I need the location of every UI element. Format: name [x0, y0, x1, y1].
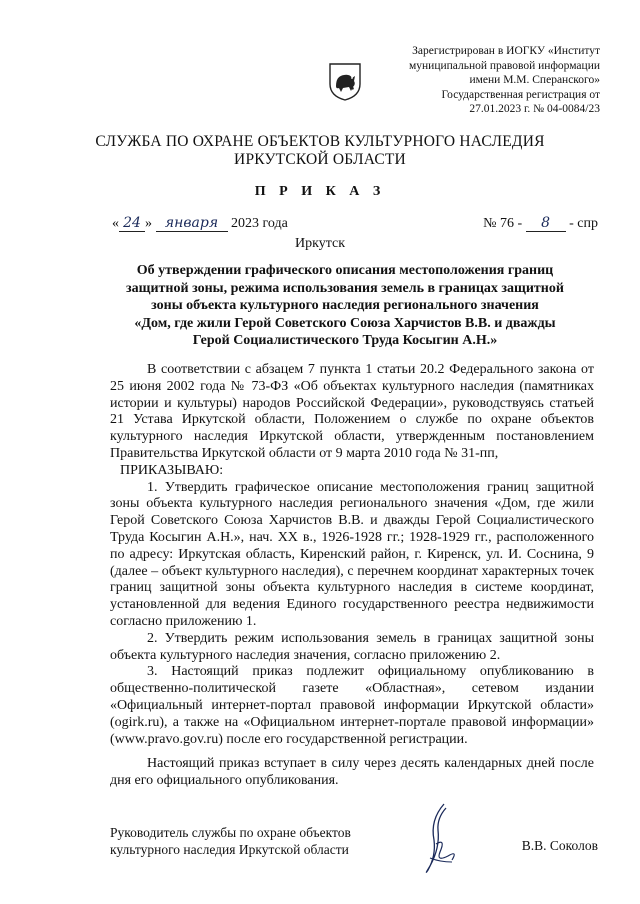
order-directive: ПРИКАЗЫВАЮ: — [120, 462, 224, 478]
registration-line: муниципальной правовой информации — [408, 59, 600, 72]
registration-stamp — [330, 44, 600, 117]
subject-line: «Дом, где жили Герой Советского Союза Харчистов В.В. и дважды — [134, 315, 556, 331]
registration-line: имени М.М. Сперанского» — [469, 74, 600, 87]
registration-line: Зарегистрирован в ИОГКУ «Институт — [412, 45, 600, 57]
order-subject — [110, 262, 580, 350]
quote-open: « — [112, 216, 119, 231]
irkutsk-coat-of-arms-icon — [328, 62, 362, 102]
closing-paragraph: Настоящий приказ вступает в силу через десять календарных дней после дня его официального опубликования. — [110, 756, 594, 789]
date-month: января — [156, 215, 228, 232]
order-date — [112, 215, 288, 232]
subject-line: зоны объекта культурного наследия регионального значения — [151, 298, 539, 314]
quote-close: » — [145, 216, 152, 231]
agency-name — [0, 133, 640, 169]
subject-line: Герой Социалистического Труда Косыгин А.Н.» — [192, 333, 498, 349]
number-value: 8 — [526, 215, 566, 232]
signatory-name: В.В. Соколов — [521, 838, 598, 853]
handwritten-signature-icon — [400, 800, 480, 878]
registration-line: 27.01.2023 г. № 04-0084/23 — [469, 103, 600, 116]
order-body — [110, 362, 594, 790]
position-line: культурного наследия Иркутской области — [110, 842, 349, 857]
order-item-3: 3. Настоящий приказ подлежит официальному опубликованию в общественно-политической газете «Областная», сетевом издании «Официальный интернет-портал правовой информации Иркутской области» (ogirk.ru), а также на «Официальном интернет-портале правовой информации» (www.pravo.gov.ru) после его государственной регистрации. — [110, 664, 594, 747]
city-name: Иркутск — [294, 236, 346, 251]
number-prefix: № 76 - — [483, 216, 523, 231]
preamble-paragraph: В соответствии с абзацем 7 пункта 1 статьи 20.2 Федерального закона от 25 июня 2002 года № 73-ФЗ «Об объектах культурного наследия (памятниках истории и культуры) народов Российской Федерации», руководствуясь статьей 21 Устава Иркутской области, Положением о службе по охране объектов культурного наследия Иркутской области, утвержденным постановлением Правительства Иркутской области от 9 марта 2010 года № 31-пп, — [110, 362, 594, 461]
date-year: 2023 года — [231, 216, 288, 231]
signatory-position — [110, 824, 351, 858]
order-item-1: 1. Утвердить графическое описание местоположения границ защитной зоны объекта культурного наследия регионального значения «Дом, где жили Герой Советского Союза Харчистов В.В. и дважды Герой Социалистического Труда Косыгин А.Н.», нач. XX в., 1926-1928 гг.; 1928-1929 гг., расположенного по адресу: Иркутская область, Киренский район, г. Киренск, ул. И. Соснина, 9 (далее – объект культурного наследия), с перечнем координат характерных точек границ защитной зоны объекта культурного наследия в системе координат, установленной для ведения Единого государственного реестра недвижимости согласно приложению 1. — [110, 479, 594, 629]
position-line: Руководитель службы по охране объектов — [110, 825, 351, 840]
number-suffix: - спр — [569, 216, 598, 231]
registration-line: Государственная регистрация от — [441, 88, 600, 101]
date-day: 24 — [119, 215, 145, 232]
subject-line: Об утверждении графического описания местоположения границ — [136, 263, 554, 278]
subject-line: защитной зоны, режима использования земель в границах защитной — [126, 280, 564, 296]
agency-name-line: СЛУЖБА ПО ОХРАНЕ ОБЪЕКТОВ КУЛЬТУРНОГО НАСЛЕДИЯ — [95, 133, 545, 150]
document-type: П Р И К А З — [254, 184, 386, 199]
order-number — [483, 215, 598, 232]
agency-name-line: ИРКУТСКОЙ ОБЛАСТИ — [234, 151, 406, 168]
order-item-2: 2. Утвердить режим использования земель в границах защитной зоны объекта культурного наследия значения, согласно приложению 2. — [110, 630, 594, 663]
